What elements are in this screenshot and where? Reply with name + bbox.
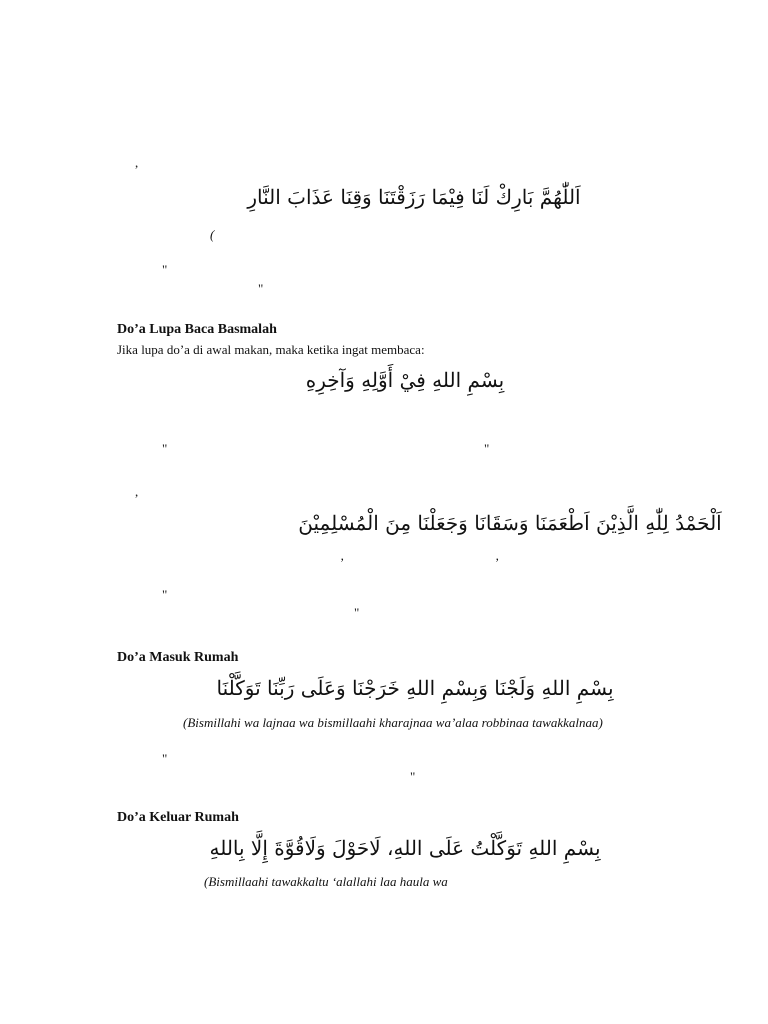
section-heading-keluar-rumah: Do’a Keluar Rumah xyxy=(117,810,239,825)
arabic-prayer-leaving-home: بِسْمِ اللهِ تَوَكَّلْتُ عَلَى اللهِ، لَاحَوْلَ وَلَاقُوَّةَ إِلَّا بِاللهِ xyxy=(209,836,601,860)
arabic-prayer-entering-home: بِسْمِ اللهِ وَلَجْنَا وَبِسْمِ اللهِ خَرَجْنَا وَعَلَى رَبِّنَا تَوَكَّلْنَا xyxy=(216,676,614,700)
comma-mark: , xyxy=(135,484,139,499)
quote-close-mark: " xyxy=(354,605,360,620)
quote-close-mark: " xyxy=(258,281,264,296)
quote-close-mark: " xyxy=(410,769,416,784)
comma-mark: , xyxy=(135,155,139,170)
transliteration-leaving-home: (Bismillaahi tawakkaltu ‘alallahi laa haula wa xyxy=(204,874,448,889)
arabic-prayer-before-eating: اَللّٰهُمَّ بَارِكْ لَنَا فِيْمَا رَزَقْتَنَا وَقِنَا عَذَابَ النَّارِ xyxy=(247,185,581,209)
quote-open-mark: " xyxy=(162,587,168,602)
punctuation-mark: ‚ xyxy=(495,548,500,563)
paren-mark: ( xyxy=(210,227,215,242)
section-heading-masuk-rumah: Do’a Masuk Rumah xyxy=(117,650,239,665)
punctuation-mark: ‚ xyxy=(340,548,345,563)
quote-open-mark: " xyxy=(162,751,168,766)
quote-close-mark: " xyxy=(484,441,490,456)
quote-open-mark: " xyxy=(162,262,168,277)
arabic-basmalah-forgotten: بِسْمِ اللهِ فِيْ أَوَّلِهِ وَآخِرِهِ xyxy=(305,368,505,392)
arabic-prayer-after-eating: اَلْحَمْدُ لِلّٰهِ الَّذِيْنَ اَطْعَمَنَا وَسَقَانَا وَجَعَلْنَا مِنَ الْمُسْلِمِيْنَ xyxy=(298,511,722,535)
transliteration-entering-home: (Bismillahi wa lajnaa wa bismillaahi kharajnaa wa’alaa robbinaa tawakkalnaa) xyxy=(183,715,603,730)
quote-open-mark: " xyxy=(162,441,168,456)
section-intro-text: Jika lupa do’a di awal makan, maka ketika ingat membaca: xyxy=(117,342,425,357)
section-heading-lupa-basmalah: Do’a Lupa Baca Basmalah xyxy=(117,322,277,337)
